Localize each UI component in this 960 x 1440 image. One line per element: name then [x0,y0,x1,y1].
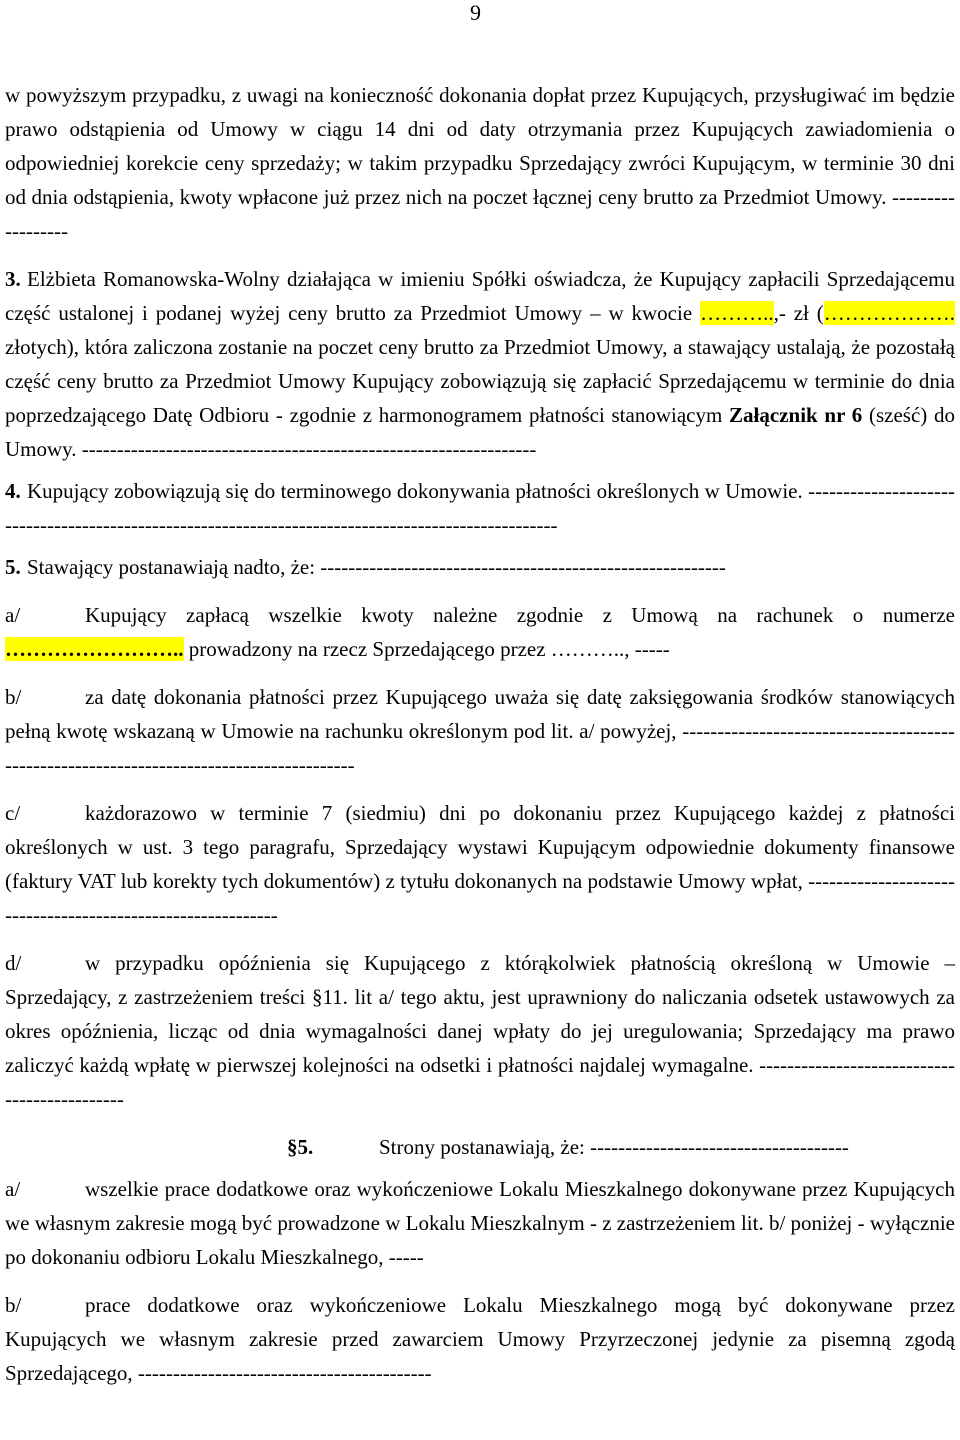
paragraph-5 [5,550,955,584]
paragraph-number: 4. [5,479,21,503]
section-intro: Strony postanawiają, że: ------------------------------------- [379,1135,849,1159]
item-label: b/ [5,1293,22,1317]
paragraph-text: Stawający postanawiają nadto, że: ---------------------------------------------------------- [27,555,726,579]
item-text: za datę dokonania płatności przez Kupującego uważa się datę zaksięgowania środków stanowiących pełną kwotę wskazaną w Umowie na rachunku określonym pod lit. a/ powyżej, ----------------------------------------------------------------------------------------- [5,685,955,777]
paragraph-text: ,- zł ( [773,301,824,325]
blank-amount-words-field: ………………. [823,301,955,325]
blank-amount-field: ……….. [700,301,774,325]
item-text: Kupujący zapłacą wszelkie kwoty należne zgodnie z Umową na rachunek o numerze [85,603,955,627]
section-5-item-a [5,1172,955,1274]
item-a-payment-account [5,598,955,666]
paragraph-number: 3. [5,267,21,291]
item-text: wszelkie prace dodatkowe oraz wykończeniowe Lokalu Mieszkalnego dokonywane przez Kupujących we własnym zakresie mogą być prowadzone w Lokalu Mieszkalnym - z zastrzeżeniem lit. b/ poniżej - wyłącznie po dokonaniu odbioru Lokalu Mieszkalnego, ----- [5,1177,955,1269]
item-label: c/ [5,801,21,825]
paragraph-number: 5. [5,555,21,579]
section-number: §5. [287,1135,314,1159]
item-text: prace dodatkowe oraz wykończeniowe Lokalu Mieszkalnego mogą być dokonywane przez Kupujących we własnym zakresie przed zawarciem Umowy Przyrzeczonej jedynie za pisemną zgodą Sprzedającego, ------------------------------------------ [5,1293,955,1385]
document-body [5,78,955,1390]
item-label: a/ [5,1177,21,1201]
item-label: d/ [5,951,22,975]
item-text: prowadzony na rzecz Sprzedającego przez ……….., ----- [183,637,670,661]
paragraph-text: (sześć) do Umowy. ----------------------------------------------------------------- [5,403,955,461]
section-5-item-b [5,1288,955,1390]
paragraph-3 [5,262,955,466]
item-label: b/ [5,685,22,709]
paragraph-4 [5,474,955,542]
item-label: a/ [5,603,21,627]
annex-reference: Załącznik nr 6 [729,403,863,427]
paragraph-text: w powyższym przypadku, z uwagi na konieczność dokonania dopłat przez Kupujących, przysługiwać im będzie prawo odstąpienia od Umowy w ciągu 14 dni od daty otrzymania przez Kupujących zawiadomienia o odpowiedniej korekcie ceny sprzedaży; w takim przypadku Sprzedający zwróci Kupującym, w terminie 30 dni od dnia odstąpienia, kwoty wpłacone już przez nich na poczet łącznej ceny brutto za Przedmiot Umowy. ------------------ [5,83,955,243]
item-c-invoices [5,796,955,932]
item-text: każdorazowo w terminie 7 (siedmiu) dni po dokonaniu przez Kupującego każdej z płatności określonych w ust. 3 tego paragrafu, Sprzedający wystawi Kupującym odpowiednie dokumenty finansowe (faktury VAT lub korekty tych dokumentów) z tytułu dokonanych na podstawie Umowy wpłat, ------------------------------------------------------------ [5,801,955,927]
paragraph-text: Kupujący zobowiązują się do terminowego dokonywania płatności określonych w Umowie. ---------------------------------------------------------------------------------------------------- [5,479,955,537]
item-d-late-payment [5,946,955,1116]
item-b-payment-date [5,680,955,782]
paragraph-text: Elżbieta Romanowska-Wolny działająca w imieniu Spółki oświadcza, że Kupujący zapłacili Sprzedającemu część ustalonej i podanej wyżej ceny brutto za Przedmiot Umowy – w kwocie [5,267,955,325]
item-text: w przypadku opóźnienia się Kupującego z którąkolwiek płatnością określoną w Umowie – Sprzedający, z zastrzeżeniem treści §11. lit a/ tego aktu, jest uprawniony do naliczania odsetek ustawowych za okres opóźnienia, licząc od dnia wymagalności danej wpłaty do jej uregulowania; Sprzedający ma prawo zaliczyć każdą wpłatę w pierwszej kolejności na odsetki i płatności najdalej wymagalne. --------------------------------------------- [5,951,955,1111]
paragraph-text: złotych), która zaliczona zostanie na poczet ceny brutto za Przedmiot Umowy, a stawający ustalają, że pozostałą część ceny brutto za Przedmiot Umowy Kupujący zobowiązują się zapłacić Sprzedającemu w terminie do dnia poprzedzającego Datę Odbioru - zgodnie z harmonogramem płatności stanowiącym [5,335,955,427]
paragraph-continuation [5,78,955,248]
page-number: 9 [470,0,481,25]
blank-account-field: …………………….. [5,637,184,661]
section-5-heading [5,1130,955,1164]
